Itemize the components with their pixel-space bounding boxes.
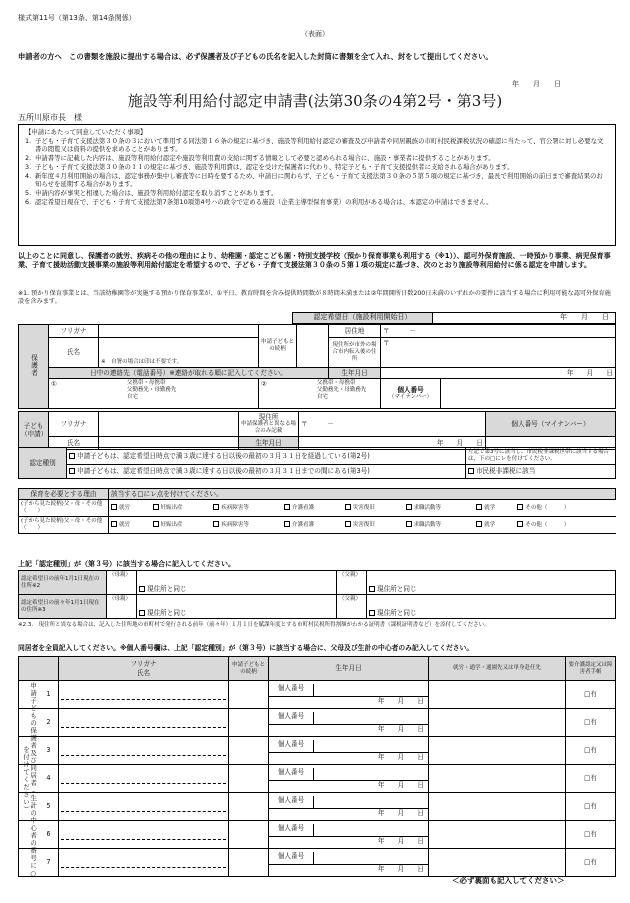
checkbox[interactable] <box>153 504 159 510</box>
footer-note: ＜必ず裏面も記入してください＞ <box>452 876 565 885</box>
reason-option[interactable]: 疾病障害等 <box>211 517 282 534</box>
hh-care-field[interactable]: □有 <box>566 849 616 877</box>
consent-heading: 【申請にあたって同意していただく事項】 <box>25 128 147 136</box>
hh-row-number[interactable]: 3 <box>19 737 59 765</box>
hh-name-field[interactable] <box>59 681 229 709</box>
contact-2[interactable]: ② 父携帯・母携帯 父勤務先・母勤務先 自宅 <box>259 379 381 409</box>
hh-side-label: 申請子どもの保護者及び同居者（生計の中心者の番号に○を付けてください） <box>22 681 38 879</box>
reason-option[interactable]: 求職活動等 <box>404 517 475 534</box>
hh-row-number[interactable]: 1 <box>19 681 59 709</box>
child-address-label: 現住所 申請保護者と異なる場合のみ記載 <box>239 412 299 437</box>
hh-work-field[interactable] <box>429 765 566 793</box>
checkbox[interactable] <box>69 468 75 474</box>
reason-option[interactable]: 求職活動等 <box>404 500 475 517</box>
consent-item: 5. 申請内容が事実と相違した場合は、施設等利用給付認定を取り消すことがあります。 <box>25 189 278 197</box>
reason-who[interactable]: (子から見た続柄)父・母・その他（ ） <box>19 517 109 534</box>
hh-care-field[interactable]: □有 <box>566 681 616 709</box>
checkbox[interactable] <box>468 468 474 474</box>
checkbox[interactable] <box>517 504 523 510</box>
hh-relation-field[interactable] <box>229 821 269 849</box>
child-furigana-label: フリガナ <box>49 412 99 437</box>
reason-option[interactable]: 介護看護 <box>282 500 343 517</box>
guardian-address-field[interactable]: 〒 － <box>381 325 616 338</box>
agreement-text: 以上のことに同意し、保護者の就労、疾病その他の理由により、幼稚園・認定こども園・特別支援学校（預かり保育事業も利用する（※1））、認可外保育施設、一時預かり事業、病児保育事業、子育て援助活動支援事業の施設等利用給付認定を希望するので、子ども・子育て支援法第３０条の５第１項の規定に基づき、次のとおり施設等利用給付に係る認定を申請します。 <box>18 252 611 269</box>
hh-birth-field[interactable]: 個人番号 年 月 日 <box>269 849 429 877</box>
reason-option[interactable]: 災害復旧 <box>343 500 404 517</box>
seal-note: ※ 自署の場合は印は不要です。 <box>101 359 183 366</box>
desired-date-label: 認定希望日（施設利用開始日） <box>293 313 433 323</box>
reason-option[interactable]: 就労 <box>109 500 151 517</box>
hh-relation-field[interactable] <box>229 765 269 793</box>
addressee: 五所川原市長 様 <box>18 113 82 122</box>
reason-section <box>18 488 616 534</box>
addr-section <box>18 570 616 619</box>
checkbox[interactable] <box>284 521 290 527</box>
hh-name-field[interactable] <box>59 765 229 793</box>
reason-option[interactable]: 就労 <box>109 517 151 534</box>
checkbox[interactable] <box>476 504 482 510</box>
checkbox[interactable] <box>406 521 412 527</box>
hh-work-field[interactable] <box>429 793 566 821</box>
cert-option-3[interactable]: 申請子どもは、認定希望日時点で満３歳に達する日以後の最初の３月３１日までの間にある(第3号) <box>67 464 466 478</box>
hh-work-field[interactable] <box>429 849 566 877</box>
note-2-3: ※2.3. 現住所と異なる場合は、記入した住所地の市町村で発行される前年（前々年）１月１日を賦課年度とする市町村民税所得割額がわかる証明書（課税証明書など）を添付してください。 <box>18 622 490 628</box>
hh-corner <box>19 657 59 681</box>
checkbox[interactable] <box>111 521 117 527</box>
guardian-address-label: 居住地 <box>329 325 381 338</box>
note-1: ※1. 預かり保育事業とは、当該幼稚園等が実施する預かり保育事業が、①平日、教育時間を含み提供時間数が８時間未満または②年間開所日数200日未満のいずれかの要件に該当する場合に利用可能な認可外保育施設を含みます。 <box>18 290 611 305</box>
addr-row1-label: 認定希望日の前年1月1日現在の住所※2 <box>19 571 107 595</box>
hh-name-field[interactable] <box>59 849 229 877</box>
addr-row2-father-field[interactable]: 現住所と同じ <box>367 595 616 619</box>
guardian-relation-field[interactable] <box>297 325 329 368</box>
cert-section <box>18 447 616 479</box>
hh-work-field[interactable] <box>429 709 566 737</box>
application-date: 年 月 日 <box>512 80 561 88</box>
checkbox[interactable] <box>345 521 351 527</box>
addr-row2-mother: （母親） <box>107 595 137 619</box>
reason-who[interactable]: (子から見た続柄)父・母・その他（ ） <box>19 500 109 517</box>
child-birth-label: 生年月日 <box>239 436 299 449</box>
child-label: 子ども（申請） <box>19 412 49 450</box>
addr-row1-father: （父親） <box>337 571 367 595</box>
hh-row-number[interactable]: 5 <box>19 793 59 821</box>
guardian-name-label: 氏名 <box>49 338 99 368</box>
hh-care-field[interactable]: □有 <box>566 765 616 793</box>
reason-option[interactable]: 就学 <box>474 517 515 534</box>
table-row <box>19 765 616 793</box>
household-section <box>18 656 616 877</box>
guardian-birth-field[interactable]: 年 月 日 <box>381 368 616 379</box>
checkbox[interactable] <box>213 521 219 527</box>
guardian-relation-label: 申請子どもとの続柄 <box>259 325 297 368</box>
reason-label: 保育を必要とする理由 <box>19 489 109 500</box>
hh-care-field[interactable]: □有 <box>566 821 616 849</box>
hh-col-name: フリガナ 氏名 <box>59 657 229 681</box>
cert-option-2[interactable]: 申請子どもは、認定希望日時点で満３歳に達する日以後の最初の３月３１日を経過している(第2号) <box>67 448 466 465</box>
form-number: 様式第11号（第13条、第14条関係） <box>18 14 136 22</box>
household-heading: 同居者を全員記入してください。※個人番号欄は、上記「認定種別」が（第３号）に該当する場合に、父母及び生計の中心者のみ記入してください。 <box>18 644 474 652</box>
reason-option[interactable]: 妊娠出産 <box>151 517 212 534</box>
checkbox[interactable] <box>284 504 290 510</box>
desired-date-field[interactable]: 年 月 日 <box>560 313 609 321</box>
child-section <box>18 411 616 450</box>
form-title: 施設等利用給付認定申請書(法第30条の4第2号・第3号) <box>127 92 503 110</box>
hh-name-field[interactable] <box>59 821 229 849</box>
cert-right-note: 左記で第3号に該当し、市民税非課税世帯に該当する場合は、下の□にレを付けてください。 <box>466 448 616 465</box>
consent-item: 1. 子ども・子育て支援法第３０条の３において準用する同法第１６条の規定に基づき、施設等利用給付認定の審査及び申請者や同居親族の市町村民税課税状況の確認に当たって、官公署に対し必要な文書の閲覧又は資料の提供を求めることがあります。 <box>25 137 604 153</box>
hh-work-field[interactable] <box>429 681 566 709</box>
hh-care-field[interactable]: □有 <box>566 737 616 765</box>
guardian-mynumber-field[interactable] <box>441 379 616 409</box>
hh-birth-field[interactable]: 個人番号 年 月 日 <box>269 709 429 737</box>
hh-relation-field[interactable] <box>229 737 269 765</box>
cert-label: 認定種別 <box>19 448 67 479</box>
hh-name-field[interactable] <box>59 709 229 737</box>
consent-box <box>18 124 616 246</box>
contact-header: 日中の連絡先（電話番号）※連絡が取れる順に記入してください。 <box>49 368 329 379</box>
guardian-mynumber-label: 個人番号 （マイナンバー） <box>381 379 441 409</box>
guardian-label: 保護者 <box>19 325 49 409</box>
moved-address-field[interactable]: 〒 <box>381 338 616 368</box>
checkbox[interactable] <box>213 504 219 510</box>
hh-relation-field[interactable] <box>229 793 269 821</box>
moved-address-label: 現住所が市外の場合市内転入後の住所 <box>329 338 381 368</box>
checkbox[interactable] <box>111 504 117 510</box>
hh-birth-field[interactable]: 個人番号 年 月 日 <box>269 793 429 821</box>
table-row <box>19 793 616 821</box>
reason-option[interactable]: 妊娠出産 <box>151 500 212 517</box>
hh-birth-field[interactable]: 個人番号 年 月 日 <box>269 821 429 849</box>
checkbox[interactable] <box>517 521 523 527</box>
hh-relation-field[interactable] <box>229 681 269 709</box>
guardian-name-field[interactable] <box>99 338 259 368</box>
checkbox[interactable] <box>406 504 412 510</box>
hh-row-number[interactable]: 4 <box>19 765 59 793</box>
table-row <box>19 849 616 877</box>
table-row <box>19 681 616 709</box>
hh-relation-field[interactable] <box>229 849 269 877</box>
hh-row-number[interactable]: 7 <box>19 849 59 877</box>
hh-col-birth: 生年月日 <box>269 657 429 681</box>
hh-row-number[interactable]: 2 <box>19 709 59 737</box>
hh-birth-field[interactable]: 個人番号 年 月 日 <box>269 737 429 765</box>
hh-care-field[interactable]: □有 <box>566 709 616 737</box>
consent-list <box>25 137 609 206</box>
child-birth-field[interactable]: 年 月 日 <box>299 436 486 449</box>
table-row <box>19 737 616 765</box>
child-furigana-field[interactable] <box>99 412 239 437</box>
hh-relation-field[interactable] <box>229 709 269 737</box>
reason-option[interactable]: その他（ ） <box>515 500 615 517</box>
desired-date-row <box>292 312 616 324</box>
guardian-furigana-label: フリガナ <box>49 325 99 338</box>
instruction-text: 申請者の方へ この書類を施設に提出する場合は、必ず保護者及び子どもの氏名を記入した封筒に書類を全て入れ、封をして提出してください。 <box>18 52 493 61</box>
consent-item: 6. 認定希望日現在で、子ども・子育て支援法第7条第10項第4号ハの政令で定める施設（企業主導型保育事業）の利用がある場合は、本認定の申請はできません。 <box>25 198 493 206</box>
addr-row2-mother-field[interactable]: 現住所と同じ <box>137 595 337 619</box>
guardian-furigana-field[interactable] <box>99 325 259 338</box>
hh-birth-field[interactable]: 個人番号 年 月 日 <box>269 765 429 793</box>
guardian-section <box>18 324 616 409</box>
child-name-label: 氏名 <box>49 436 99 449</box>
table-row <box>19 821 616 849</box>
hh-birth-field[interactable]: 個人番号 年 月 日 <box>269 681 429 709</box>
consent-item: 2. 申請書等に記載した内容は、施設等利用給付認定や施設等利用費の支給に関する情報として必要と認められる場合に、施設・事業者に提供することがあります。 <box>25 154 495 162</box>
addr-row1-father-field[interactable]: 現住所と同じ <box>367 571 616 595</box>
page-side-label: （表面） <box>301 30 329 38</box>
hh-row-number[interactable]: 6 <box>19 821 59 849</box>
table-row <box>19 709 616 737</box>
addr-row2-father: （父親） <box>337 595 367 619</box>
addr-row1-mother: （母親） <box>107 571 137 595</box>
checkbox[interactable] <box>69 453 75 459</box>
contact-1[interactable]: ① 父携帯・母携帯 父勤務先・母勤務先 自宅 <box>49 379 259 409</box>
tax-exempt-option[interactable]: 市民税非課税に該当 <box>466 464 616 478</box>
reason-option[interactable]: 就学 <box>474 500 515 517</box>
hh-col-relation: 申請子どもとの続柄 <box>229 657 269 681</box>
reason-option[interactable]: 災害復旧 <box>343 517 404 534</box>
hh-work-field[interactable] <box>429 821 566 849</box>
hh-col-care: 要介護認定又は障害者手帳 <box>566 657 616 681</box>
reason-header: 該当する□にレ点を付けてください。 <box>109 489 616 500</box>
consent-item: 3. 子ども・子育て支援法第３０条の１１の規定に基づき、施設等利用費は、認定を受けた保護者に代わり、特定子ども・子育て支援提供者に支給される場合があります。 <box>25 163 514 171</box>
child-mynumber-label: 個人番号（マイナンバー） <box>486 412 616 437</box>
checkbox[interactable] <box>345 504 351 510</box>
reason-option[interactable]: その他（ ） <box>515 517 615 534</box>
checkbox[interactable] <box>153 521 159 527</box>
hh-care-field[interactable]: □有 <box>566 793 616 821</box>
reason-option[interactable]: 介護看護 <box>282 517 343 534</box>
addr-heading: 上記「認定種別」が（第３号）に該当する場合に記入してください。 <box>18 560 235 568</box>
addr-row1-mother-field[interactable]: 現住所と同じ <box>137 571 337 595</box>
checkbox[interactable] <box>476 521 482 527</box>
addr-row2-label: 認定希望日の前々年1月1日現在の住所※3 <box>19 595 107 619</box>
hh-name-field[interactable] <box>59 793 229 821</box>
hh-name-field[interactable] <box>59 737 229 765</box>
guardian-birth-label: 生年月日 <box>329 368 381 379</box>
reason-option[interactable]: 疾病障害等 <box>211 500 282 517</box>
hh-col-work: 就労・通学・通園先又は単身赴任先 <box>429 657 566 681</box>
child-address-field[interactable]: 〒 － <box>299 412 486 437</box>
hh-work-field[interactable] <box>429 737 566 765</box>
consent-item: 4. 新年度４月利用開始の場合は、認定事務が集中し審査等に日時を要するため、申請日に関わらず、子ども・子育て支援法第３０条の５第５項の規定に基づき、最長で利用開始の前日まで審査結果のお知らせを延期する場合があります。 <box>25 172 603 188</box>
